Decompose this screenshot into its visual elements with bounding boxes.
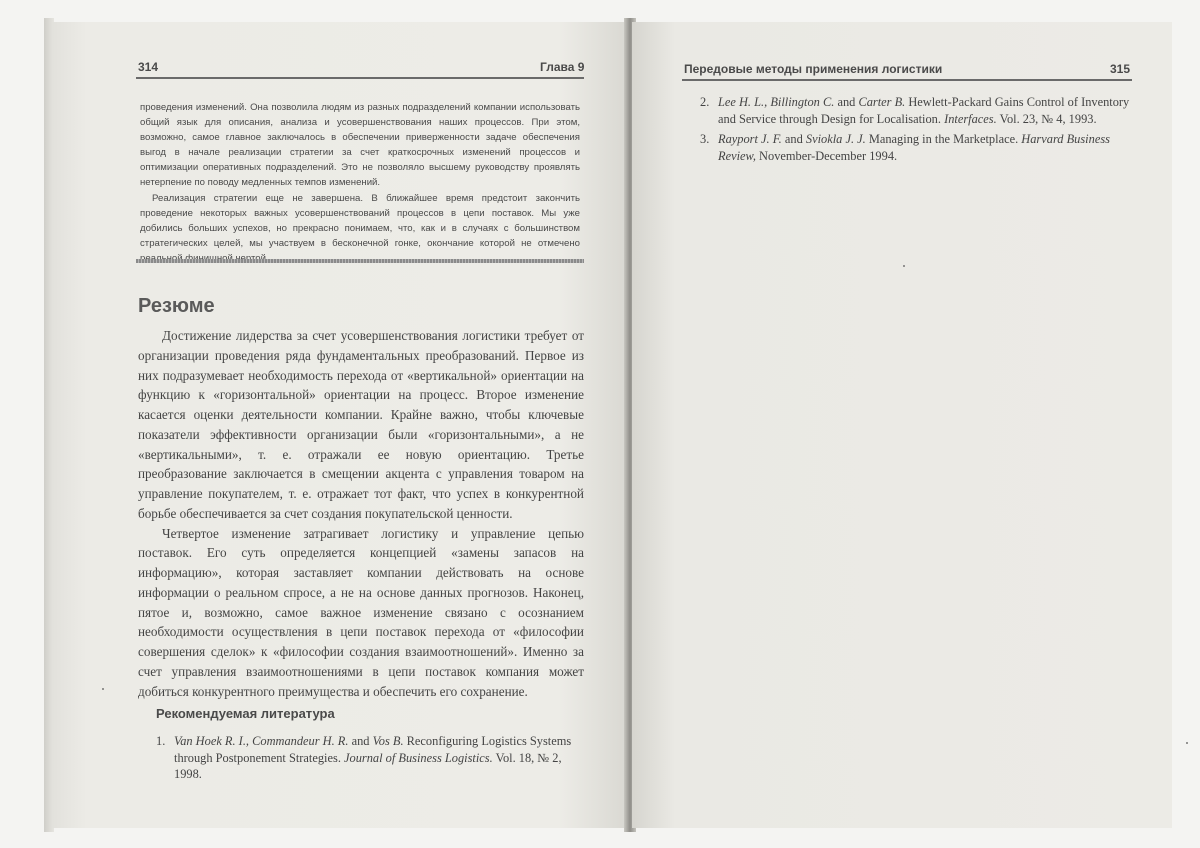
reference-item xyxy=(156,733,584,783)
reference-and: and xyxy=(834,95,859,109)
reference-item xyxy=(700,131,1134,164)
reference-authors: Rayport J. F. xyxy=(718,132,782,147)
reference-number: 3. xyxy=(700,132,710,147)
box-paragraph: проведения изменений. Она позволила людям из разных подразделений компании использовать общий язык для описания, анализа и усовершенствования наших процессов. При этом, возможно, самое главное заключалось в обеспечении приверженности задаче обеспечения выгод в начале реализации стратегии за счет краткосрочных изменений процессов и оптимизации оперативных подразделений. Это не позволяло высшему руководству проявлять нетерпение по поводу медленных темпов изменений. xyxy=(140,102,580,189)
reference-authors-last: Sviokla J. J. xyxy=(805,132,866,147)
reference-journal: Interfaces. xyxy=(944,111,997,126)
running-head-left: Глава 9 xyxy=(540,60,585,74)
reference-journal: Harvard Business Review, xyxy=(718,132,1110,163)
reference-authors: Van Hoek R. I., Commandeur H. R. xyxy=(174,734,349,748)
section-title: Резюме xyxy=(138,295,215,317)
box-paragraph: Реализация стратегии еще не завершена. В ближайшее время предстоит закончить проведение некоторых важных усовершенствований процессов в цепи поставок. Мы уже добились больших успехов, но прекрасно понимаем, что, как и в случаях с большинством стратегических целей, мы участвуем в бесконечной гонке, окончание которой не отмечено xyxy=(140,192,580,249)
running-head-right: Передовые методы применения логистики xyxy=(684,62,943,76)
reference-title: Reconfiguring Logistics Systems through Postponement Strategies. xyxy=(174,734,572,765)
reference-authors-last: Vos B. xyxy=(372,734,404,748)
reference-item xyxy=(700,94,1134,127)
summary-paragraph: Достижение лидерства за счет усовершенствования логистики требует от организации проведения ряда фундаментальных преобразований. Первое из них подразумевает необходимость перехода от «вертикальной» ориентации на функцию к «горизонтальной» ориентации на процесс. Второе изменение касается оценки деятельности компании. Крайне важно, чтобы ключевые показатели эффективности организации были «горизонтальными», а не «вертикальными», т. е. отражали ее новую ориентацию. Третье преобразование заключается в смещении акцента с управления товаром на управление покупателем, т. е. отражает тот факт, что успех в конкурентной борьбе обеспечивается за счет создания покупательской ценности. xyxy=(138,328,584,521)
reference-details: Vol. 23, № 4, 1993. xyxy=(996,111,1097,126)
page-number-right: 315 xyxy=(1110,62,1131,76)
paper-speck xyxy=(1186,742,1188,744)
paper-speck xyxy=(903,265,905,267)
reference-list-left xyxy=(156,733,584,783)
page-number-left: 314 xyxy=(138,60,159,74)
reference-list-right xyxy=(700,94,1134,164)
reference-and: and xyxy=(781,132,806,147)
case-study-box-text xyxy=(140,100,580,266)
reference-number: 2. xyxy=(700,95,710,109)
reference-and: and xyxy=(348,734,373,748)
reference-details: Vol. 18, № 2, 1998. xyxy=(174,750,562,782)
reference-title: Hewlett-Packard Gains Control of Inventory and Service through Design for Localisation. xyxy=(718,95,1130,126)
header-rule-right xyxy=(682,79,1132,81)
reference-authors-last: Carter B. xyxy=(858,95,906,109)
reference-number: 1. xyxy=(156,734,166,748)
header-rule-left xyxy=(136,77,584,79)
reference-details: November-December 1994. xyxy=(755,148,898,163)
box-bottom-rule xyxy=(136,259,584,263)
recommended-literature-title: Рекомендуемая литература xyxy=(156,706,335,721)
summary-text xyxy=(138,326,584,701)
paper-speck xyxy=(102,688,104,690)
reference-journal: Journal of Business Logistics. xyxy=(344,750,493,765)
reference-authors: Lee H. L., Billington C. xyxy=(718,95,835,109)
summary-paragraph: Четвертое изменение затрагивает логистику и управление цепью поставок. Его суть определяется концепцией «замены запасов на информацию», которая заставляет компании действовать на основе информации о реальном спросе, а не на основе данных прогнозов. Наконец, пятое и, возможно, самое важное изменение связано с осознанием необходимости осуществления в цепи поставок перехода от «философии совершения сделок» к «философии создания взаимоотношений». Именно за счет управления взаимоотношениями в цепи поставок компания может добиться конкурентного преимущества и обеспечить его сохранение. xyxy=(138,525,584,699)
reference-title: Managing in the Marketplace. xyxy=(865,132,1022,147)
